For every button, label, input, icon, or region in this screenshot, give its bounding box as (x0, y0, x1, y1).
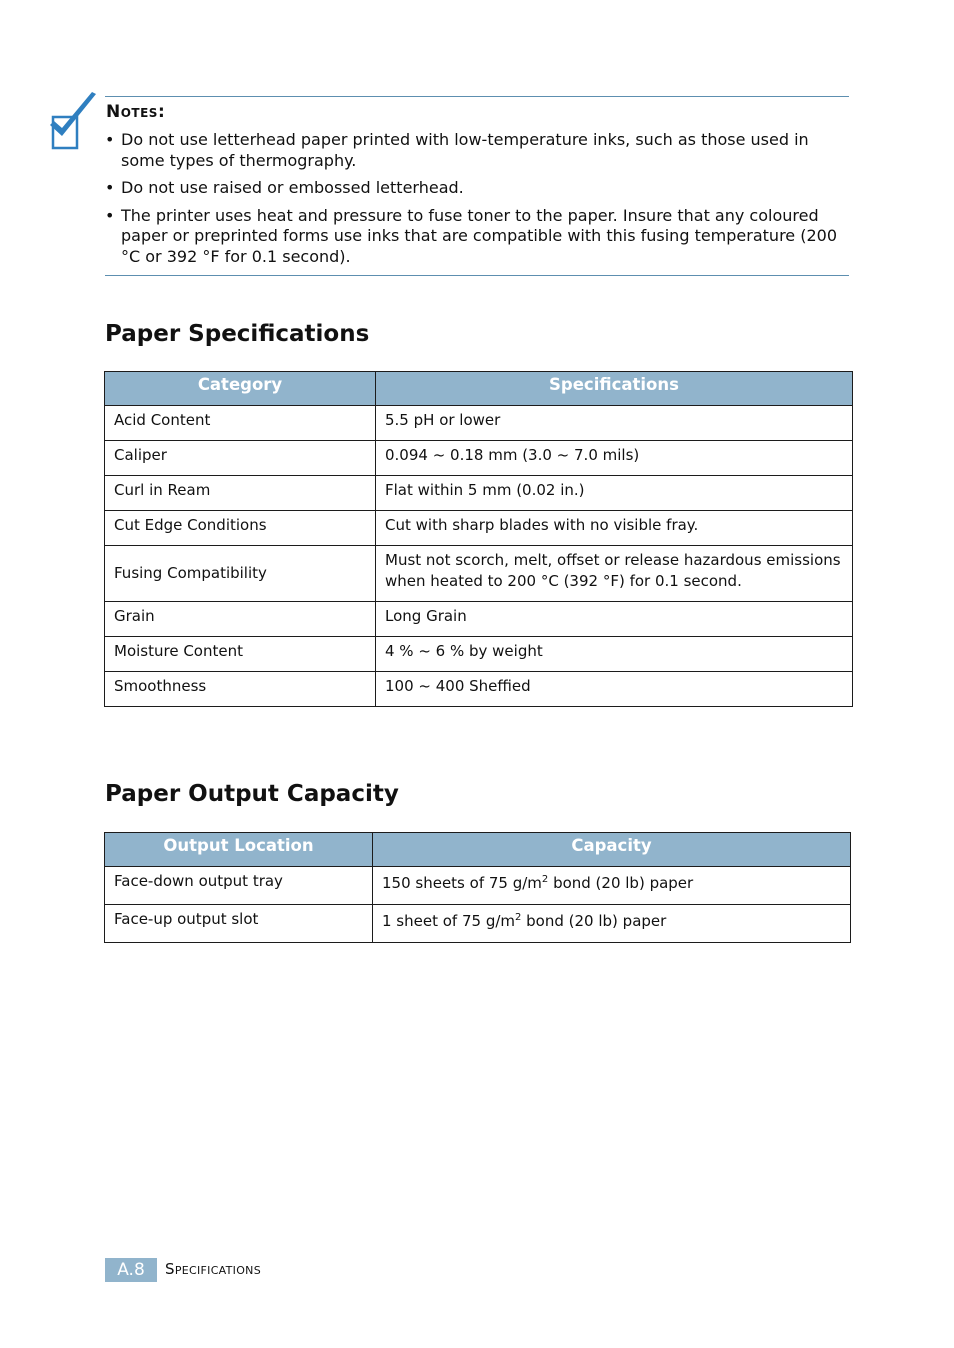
spec-cell: Cut with sharp blades with no visible fray. (376, 511, 853, 546)
notes-item: • Do not use raised or embossed letterhead. (105, 178, 849, 199)
table-row (105, 867, 851, 905)
category-cell: Moisture Content (105, 637, 376, 672)
table-header-row (105, 833, 851, 867)
category-cell: Caliper (105, 441, 376, 476)
category-cell: Acid Content (105, 406, 376, 441)
table-row (105, 441, 853, 476)
page-number-badge: A.8 (105, 1258, 157, 1282)
spec-cell: Long Grain (376, 602, 853, 637)
spec-cell: 4 % ~ 6 % by weight (376, 637, 853, 672)
column-header-specifications: Specifications (376, 372, 853, 406)
category-cell: Smoothness (105, 672, 376, 707)
table-row (105, 905, 851, 943)
capacity-cell: 1 sheet of 75 $g/m^2$ bond (20 lb) paper (373, 905, 851, 943)
location-cell: Face-up output slot (105, 905, 373, 943)
capacity-cell: 150 sheets of 75 $g/m^2$ bond (20 lb) paper (373, 867, 851, 905)
notes-item: • Do not use letterhead paper printed with low-temperature inks, such as those used in some types of thermography. (105, 130, 849, 171)
spec-cell: Must not scorch, melt, offset or release hazardous emissions when heated to 200 °C (392 °F) for 0.1 second. (376, 546, 853, 602)
notes-bottom-rule (105, 275, 849, 276)
spec-cell: 100 ~ 400 Sheffied (376, 672, 853, 707)
category-cell: Fusing Compatibility (105, 546, 376, 602)
table-row (105, 672, 853, 707)
location-cell: Face-down output tray (105, 867, 373, 905)
table-row (105, 637, 853, 672)
checkmark-note-icon (48, 90, 100, 152)
table-row (105, 511, 853, 546)
notes-title: Notes: (106, 102, 166, 122)
paper-output-capacity-table (104, 832, 851, 943)
category-cell: Cut Edge Conditions (105, 511, 376, 546)
column-header-output-location: Output Location (105, 833, 373, 867)
table-row (105, 476, 853, 511)
column-header-capacity: Capacity (373, 833, 851, 867)
table-row (105, 602, 853, 637)
notes-list (105, 130, 849, 274)
spec-cell: 0.094 ~ 0.18 mm (3.0 ~ 7.0 mils) (376, 441, 853, 476)
section-heading-paper-specifications: Paper Specifications (105, 321, 370, 347)
section-heading-paper-output-capacity: Paper Output Capacity (105, 781, 399, 807)
paper-specifications-table (104, 371, 853, 707)
table-row (105, 546, 853, 602)
column-header-category: Category (105, 372, 376, 406)
notes-top-rule (105, 96, 849, 97)
category-cell: Grain (105, 602, 376, 637)
notes-item: • The printer uses heat and pressure to fuse toner to the paper. Insure that any coloured paper or preprinted forms use inks that are compatible with this fusing temperature (200 °C or 392 °F for 0.1 second). (105, 206, 849, 268)
spec-cell: Flat within 5 mm (0.02 in.) (376, 476, 853, 511)
footer-section-title: Specifications (165, 1260, 261, 1278)
table-header-row (105, 372, 853, 406)
spec-cell: 5.5 pH or lower (376, 406, 853, 441)
table-row (105, 406, 853, 441)
category-cell: Curl in Ream (105, 476, 376, 511)
